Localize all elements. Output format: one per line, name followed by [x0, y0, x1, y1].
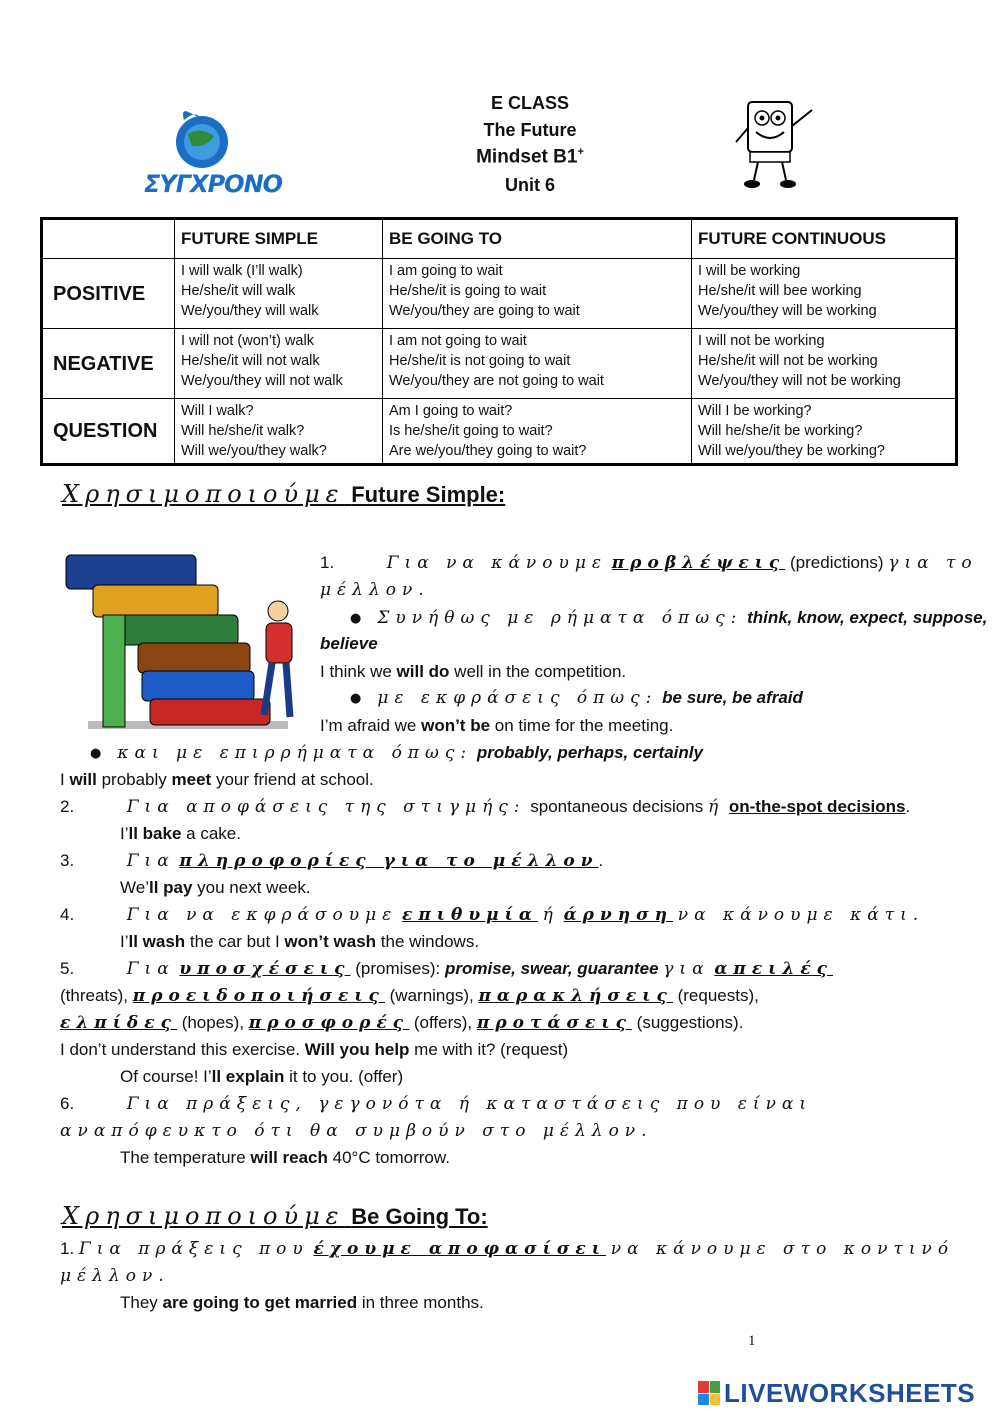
cell-line: I will walk (I’ll walk)	[181, 263, 303, 279]
section-title-greek: Χρησιμοποιούμε	[62, 1202, 345, 1230]
example9: The temperature will reach 40°C tomorrow.	[120, 1148, 450, 1167]
cell-line: Will he/she/it be working?	[698, 423, 863, 439]
cell-line: Will he/she/it walk?	[181, 423, 305, 439]
cell-line: I will be working	[698, 263, 801, 279]
example2: I’m afraid we won’t be on time for the meeting.	[320, 716, 674, 735]
book-title: Mindset B1+	[476, 146, 584, 168]
bullet1-line1: ● Συνήθως με ρήματα όπως: think, know, expect, suppose,	[350, 607, 987, 631]
section-title-future-simple	[62, 480, 505, 509]
cell-line: He/she/it will walk	[181, 283, 296, 299]
example7: I don’t understand this exercise. Will you help me with it? (request)	[60, 1040, 569, 1059]
cell-line: We/you/they are going to wait	[389, 303, 580, 319]
cell-line: Will I be working?	[698, 403, 812, 419]
table-cell	[692, 399, 957, 465]
logo-text: ΣΥΓΧΡΟΝΟ	[144, 170, 283, 198]
cell-line: Is he/she/it going to wait?	[389, 423, 553, 439]
cell-line: I am going to wait	[389, 263, 503, 279]
spongebob-illustration	[728, 96, 828, 192]
brand-icon	[698, 1381, 720, 1405]
going-to-item1-line1: 1. Για πράξεις που έχουμε αποφασίσει να κάνουμε στο κοντινό	[60, 1239, 955, 1259]
cell-line: I will not be working	[698, 333, 825, 349]
item2: 2. Για αποφάσεις της στιγμής: spontaneous decisions ή on-the-spot decisions.	[60, 797, 911, 817]
example1: I think we will do well in the competition.	[320, 662, 627, 681]
going-to-item1-line2: μέλλον.	[60, 1266, 170, 1286]
item1-line2: μέλλον.	[320, 580, 430, 600]
item5-line2: (threats), προειδοποιήσεις (warnings), παρακλήσεις (requests),	[60, 986, 759, 1006]
example5: We’ll pay you next week.	[120, 878, 311, 897]
page-number: 1	[748, 1333, 756, 1349]
liveworksheets-brand[interactable]	[698, 1378, 994, 1408]
cell-line: Are we/you/they going to wait?	[389, 443, 587, 459]
cell-line: I will not (won’t) walk	[181, 333, 314, 349]
school-logo	[140, 104, 283, 200]
item6-line1: 6. Για πράξεις, γεγονότα ή καταστάσεις που είναι	[60, 1094, 813, 1114]
tense-table	[40, 217, 958, 466]
table-cell	[383, 259, 692, 329]
table-header-be-going-to: BE GOING TO	[383, 219, 692, 259]
row-label: QUESTION	[42, 399, 175, 465]
cell-line: We/you/they will not be working	[698, 373, 901, 389]
table-cell	[175, 259, 383, 329]
row-label: POSITIVE	[42, 259, 175, 329]
example3: I will probably meet your friend at school.	[60, 770, 374, 789]
item1-line1: 1. Για να κάνουμε προβλέψεις (predictions) για το	[320, 553, 978, 573]
cell-line: We/you/they will be working	[698, 303, 877, 319]
bullet1-line2: believe	[320, 634, 378, 653]
example4: I’ll bake a cake.	[120, 824, 241, 843]
item5-line3: ελπίδες (hopes), προσφορές (offers), προτάσεις (suggestions).	[60, 1013, 744, 1033]
cell-line: Am I going to wait?	[389, 403, 513, 419]
cell-line: He/she/it will not walk	[181, 353, 320, 369]
brand-text: LIVEWORKSHEETS	[724, 1378, 976, 1408]
cell-line: Will we/you/they walk?	[181, 443, 327, 459]
bullet3: ● και με επιρρήματα όπως: probably, perhaps, certainly	[90, 742, 703, 766]
cell-line: Will I walk?	[181, 403, 254, 419]
table-header-row	[42, 219, 957, 259]
table-row-positive	[42, 259, 957, 329]
table-cell	[175, 399, 383, 465]
example8: Of course! I’ll explain it to you. (offer)	[120, 1067, 404, 1086]
example6: I’ll wash the car but I won’t wash the windows.	[120, 932, 480, 951]
going-to-example1: They are going to get married in three months.	[120, 1293, 484, 1312]
table-row-question	[42, 399, 957, 465]
cell-line: We/you/they are not going to wait	[389, 373, 604, 389]
class-title: E CLASS	[490, 93, 569, 113]
table-cell	[383, 329, 692, 399]
item3: 3. Για πληροφορίες για το μέλλον.	[60, 851, 604, 871]
cell-line: We/you/they will not walk	[181, 373, 343, 389]
section-title-greek: Χρησιμοποιούμε	[62, 480, 345, 508]
bullet2: ● με εκφράσεις όπως: be sure, be afraid	[350, 687, 803, 711]
table-header-empty	[42, 219, 175, 259]
topic-title: The Future	[483, 120, 577, 140]
table-cell	[692, 259, 957, 329]
item4: 4. Για να εκφράσουμε επιθυμία ή άρνηση να κάνουμε κάτι.	[60, 905, 925, 925]
row-label: NEGATIVE	[42, 329, 175, 399]
table-header-future-simple: FUTURE SIMPLE	[175, 219, 383, 259]
unit-title: Unit 6	[504, 175, 555, 195]
books-illustration	[58, 545, 308, 735]
cell-line: He/she/it is going to wait	[389, 283, 547, 299]
cell-line: He/she/it is not going to wait	[389, 353, 571, 369]
section-title-be-going-to	[62, 1202, 488, 1231]
table-header-future-continuous: FUTURE CONTINUOUS	[692, 219, 957, 259]
item6-line2: αναπόφευκτο ότι θα συμβούν στο μέλλον.	[60, 1121, 653, 1141]
cell-line: He/she/it will not be working	[698, 353, 878, 369]
table-cell	[383, 399, 692, 465]
cell-line: We/you/they will walk	[181, 303, 319, 319]
section-title-english: Future Simple:	[351, 482, 506, 507]
cell-line: I am not going to wait	[389, 333, 527, 349]
table-row-negative	[42, 329, 957, 399]
cell-line: He/she/it will bee working	[698, 283, 862, 299]
cell-line: Will we/you/they be working?	[698, 443, 885, 459]
item5-line1: 5. Για υποσχέσεις (promises): promise, swear, guarantee για απειλές	[60, 959, 834, 979]
table-cell	[692, 329, 957, 399]
section-title-english: Be Going To:	[351, 1204, 488, 1229]
table-cell	[175, 329, 383, 399]
